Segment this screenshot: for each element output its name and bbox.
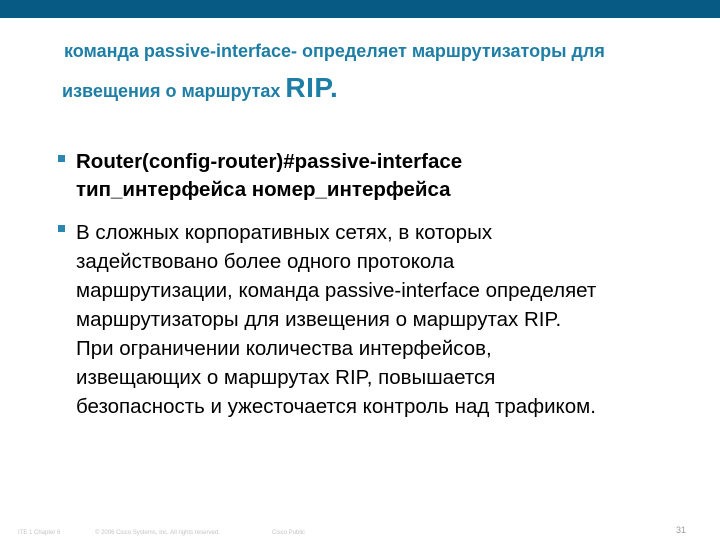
footer-course: ITE 1 Chapter 6 bbox=[18, 530, 61, 536]
bullet-line: безопасность и ужесточается контроль над трафиком. bbox=[76, 395, 596, 418]
bullet-marker-icon bbox=[58, 225, 65, 232]
title-line-2-text: извещения о маршрутах bbox=[62, 80, 286, 101]
bullet-line: Router(config-router)#passive-interface bbox=[76, 150, 463, 173]
bullet-line: маршрутизации, команда passive-interface определяет bbox=[76, 279, 597, 302]
slide-title bbox=[62, 38, 692, 109]
bullet-line: задействовано более одного протокола bbox=[76, 250, 455, 273]
bullet-description bbox=[58, 218, 688, 421]
footer bbox=[0, 530, 720, 540]
title-line-1: команда passive-interface- определяет маршрутизаторы для bbox=[64, 41, 605, 61]
footer-classification: Cisco Public bbox=[272, 530, 306, 536]
bullet-line: тип_интерфейса номер_интерфейса bbox=[76, 178, 451, 201]
bullet-line: В сложных корпоративных сетях, в которых bbox=[76, 221, 493, 244]
title-rip: RIP. bbox=[285, 71, 339, 103]
title-line-2 bbox=[62, 66, 692, 109]
bullet-line: извещающих о маршрутах RIP, повышается bbox=[76, 366, 496, 389]
page-number: 31 bbox=[676, 525, 687, 535]
top-bar bbox=[0, 0, 720, 18]
bullet-marker-icon bbox=[58, 155, 65, 162]
bullet-command-syntax bbox=[58, 148, 688, 204]
bullet-list bbox=[58, 148, 688, 431]
bullet-line: маршрутизаторы для извещения о маршрутах RIP. bbox=[76, 308, 562, 331]
bullet-line: При ограничении количества интерфейсов, bbox=[76, 337, 492, 360]
footer-copyright: © 2006 Cisco Systems, Inc. All rights reserved. bbox=[95, 530, 220, 536]
